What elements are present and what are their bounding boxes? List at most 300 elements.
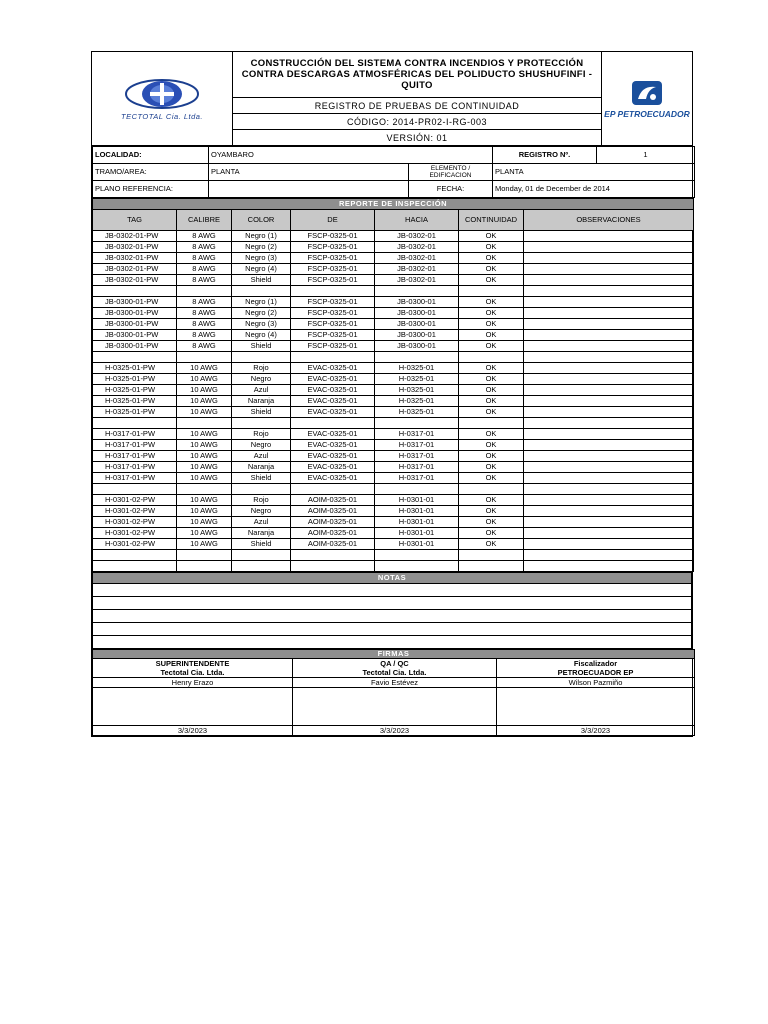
cell-de [291,561,375,572]
cell-tag: H-0317-01-PW [93,440,177,451]
cell-tag: JB-0300-01-PW [93,319,177,330]
cell-tag: JB-0300-01-PW [93,297,177,308]
sig-company-2: Tectotal Cia. Ltda. [293,668,497,678]
cell-tag [93,550,177,561]
col-header-de: DE [291,210,375,231]
info-table [92,146,695,198]
cell-observaciones [524,374,694,385]
cell-tag: JB-0300-01-PW [93,341,177,352]
cell-hacia: H-0325-01 [375,374,459,385]
cell-calibre: 10 AWG [177,462,232,473]
cell-color [232,352,291,363]
cell-calibre: 10 AWG [177,539,232,550]
table-row [93,495,694,506]
table-row [93,462,694,473]
cell-observaciones [524,242,694,253]
cell-observaciones [524,462,694,473]
sig-name-1: Henry Erazo [93,678,293,688]
table-row [93,561,694,572]
cell-de: FSCP-0325-01 [291,264,375,275]
sig-role-qaqc: QA / QC [293,659,497,669]
header-title-block [233,52,601,145]
table-row [93,286,694,297]
table-row [93,363,694,374]
cell-tag: JB-0302-01-PW [93,264,177,275]
sig-date-1: 3/3/2023 [93,726,293,736]
cell-continuidad [459,418,524,429]
cell-observaciones [524,363,694,374]
cell-color: Negro (2) [232,242,291,253]
tectotal-logo-text: TECTOTAL Cia. Ltda. [120,111,204,121]
inspection-sheet [91,51,693,737]
cell-observaciones [524,517,694,528]
cell-observaciones [524,539,694,550]
cell-continuidad: OK [459,308,524,319]
cell-color: Negro (3) [232,319,291,330]
notes-table [92,572,692,649]
sig-role-fiscalizador: Fiscalizador [497,659,695,669]
cell-calibre: 8 AWG [177,275,232,286]
table-row [93,539,694,550]
cell-continuidad: OK [459,396,524,407]
cell-color: Rojo [232,495,291,506]
cell-hacia: H-0325-01 [375,363,459,374]
sig-date-3: 3/3/2023 [497,726,695,736]
cell-hacia [375,418,459,429]
cell-observaciones [524,451,694,462]
sig-space-2 [293,688,497,726]
cell-calibre [177,484,232,495]
cell-observaciones [524,308,694,319]
cell-hacia: H-0317-01 [375,451,459,462]
cell-continuidad [459,550,524,561]
cell-de: FSCP-0325-01 [291,341,375,352]
cell-continuidad: OK [459,297,524,308]
col-header-hacia: HACIA [375,210,459,231]
cell-color: Negro (4) [232,330,291,341]
col-header-observaciones: OBSERVACIONES [524,210,694,231]
report-rows [93,231,694,572]
cell-observaciones [524,484,694,495]
cell-calibre: 10 AWG [177,429,232,440]
cell-calibre: 10 AWG [177,506,232,517]
cell-calibre: 10 AWG [177,495,232,506]
table-row [93,242,694,253]
cell-continuidad: OK [459,440,524,451]
cell-observaciones [524,429,694,440]
cell-hacia: JB-0300-01 [375,297,459,308]
cell-color: Negro [232,374,291,385]
cell-de: AOIM-0325-01 [291,506,375,517]
table-row [93,264,694,275]
cell-hacia: JB-0302-01 [375,231,459,242]
cell-continuidad: OK [459,231,524,242]
table-row [93,308,694,319]
cell-de: FSCP-0325-01 [291,231,375,242]
table-row [93,484,694,495]
cell-hacia [375,286,459,297]
cell-observaciones [524,231,694,242]
sig-name-3: Wilson Pazmiño [497,678,695,688]
cell-color: Shield [232,275,291,286]
form-version: VERSIÓN: 01 [386,132,448,143]
table-row [93,473,694,484]
cell-observaciones [524,341,694,352]
cell-observaciones [524,440,694,451]
petroecuador-logo-icon [630,79,664,107]
report-band: REPORTE DE INSPECCIÓN [93,199,694,210]
plano-label: PLANO REFERENCIA: [93,181,209,198]
cell-calibre: 10 AWG [177,451,232,462]
cell-tag: H-0325-01-PW [93,363,177,374]
sig-name-2: Favio Estévez [293,678,497,688]
signatures-table [92,649,695,736]
cell-tag: H-0325-01-PW [93,407,177,418]
cell-calibre: 10 AWG [177,473,232,484]
cell-de: AOIM-0325-01 [291,517,375,528]
cell-de: EVAC-0325-01 [291,363,375,374]
cell-color: Rojo [232,429,291,440]
elemento-value: PLANTA [493,164,695,181]
cell-tag: JB-0300-01-PW [93,330,177,341]
cell-hacia: H-0301-01 [375,506,459,517]
cell-tag: H-0325-01-PW [93,385,177,396]
form-code: CÓDIGO: 2014-PR02-I-RG-003 [233,114,601,130]
cell-tag: H-0301-02-PW [93,517,177,528]
cell-continuidad [459,561,524,572]
cell-hacia: JB-0300-01 [375,308,459,319]
cell-tag: H-0317-01-PW [93,462,177,473]
table-row [93,297,694,308]
cell-hacia [375,484,459,495]
cell-hacia: H-0317-01 [375,440,459,451]
cell-de: FSCP-0325-01 [291,330,375,341]
registro-label: REGISTRO Nº. [493,147,597,164]
cell-continuidad: OK [459,495,524,506]
cell-de [291,484,375,495]
cell-calibre: 10 AWG [177,407,232,418]
cell-tag [93,484,177,495]
cell-color [232,418,291,429]
cell-observaciones [524,528,694,539]
cell-observaciones [524,352,694,363]
cell-hacia: JB-0302-01 [375,275,459,286]
cell-calibre: 8 AWG [177,297,232,308]
cell-hacia: JB-0300-01 [375,341,459,352]
form-subtitle: REGISTRO DE PRUEBAS DE CONTINUIDAD [233,98,601,114]
table-row [93,341,694,352]
cell-continuidad: OK [459,473,524,484]
cell-observaciones [524,253,694,264]
cell-hacia: H-0301-01 [375,495,459,506]
cell-de: AOIM-0325-01 [291,495,375,506]
cell-hacia [375,561,459,572]
cell-de: EVAC-0325-01 [291,396,375,407]
cell-continuidad: OK [459,275,524,286]
cell-continuidad: OK [459,462,524,473]
localidad-value: OYAMBARO [209,147,493,164]
cell-calibre: 8 AWG [177,253,232,264]
cell-color: Shield [232,407,291,418]
cell-tag: JB-0302-01-PW [93,242,177,253]
cell-de [291,352,375,363]
cell-continuidad: OK [459,374,524,385]
cell-de [291,418,375,429]
document-header [92,52,692,146]
cell-continuidad: OK [459,451,524,462]
cell-observaciones [524,495,694,506]
table-row [93,506,694,517]
cell-color: Negro (4) [232,264,291,275]
table-row [93,231,694,242]
cell-tag [93,418,177,429]
cell-tag: H-0325-01-PW [93,374,177,385]
cell-tag: H-0325-01-PW [93,396,177,407]
cell-observaciones [524,506,694,517]
table-row [93,374,694,385]
table-row [93,385,694,396]
cell-calibre [177,550,232,561]
cell-hacia [375,550,459,561]
cell-observaciones [524,330,694,341]
cell-de: AOIM-0325-01 [291,539,375,550]
cell-de: FSCP-0325-01 [291,253,375,264]
notes-lines [93,584,692,649]
table-row [93,429,694,440]
cell-de: EVAC-0325-01 [291,429,375,440]
note-line [93,636,692,649]
cell-tag [93,561,177,572]
cell-continuidad: OK [459,330,524,341]
cell-observaciones [524,297,694,308]
cell-calibre: 10 AWG [177,517,232,528]
cell-hacia: JB-0300-01 [375,330,459,341]
tectotal-logo [92,52,233,145]
cell-de: EVAC-0325-01 [291,374,375,385]
cell-hacia [375,352,459,363]
col-header-calibre: CALIBRE [177,210,232,231]
table-row [93,407,694,418]
cell-color: Negro (1) [232,231,291,242]
cell-observaciones [524,418,694,429]
cell-continuidad [459,484,524,495]
cell-de: FSCP-0325-01 [291,308,375,319]
cell-hacia: H-0325-01 [375,385,459,396]
registro-value: 1 [597,147,695,164]
petroecuador-logo [601,52,692,145]
cell-tag [93,286,177,297]
sig-company-3: PETROECUADOR EP [497,668,695,678]
fecha-value: Monday, 01 de December de 2014 [493,181,695,198]
note-line [93,597,692,610]
cell-color: Shield [232,473,291,484]
cell-de: EVAC-0325-01 [291,407,375,418]
cell-tag: H-0317-01-PW [93,473,177,484]
col-header-continuidad: CONTINUIDAD [459,210,524,231]
cell-hacia: H-0317-01 [375,473,459,484]
cell-tag: JB-0300-01-PW [93,308,177,319]
cell-continuidad: OK [459,506,524,517]
cell-hacia: H-0325-01 [375,407,459,418]
table-row [93,440,694,451]
cell-color: Azul [232,385,291,396]
cell-color: Azul [232,451,291,462]
tramo-label: TRAMO/AREA: [93,164,209,181]
cell-observaciones [524,407,694,418]
table-row [93,418,694,429]
cell-calibre: 10 AWG [177,440,232,451]
petroecuador-logo-text: EP PETROECUADOR [604,108,690,119]
cell-observaciones [524,264,694,275]
cell-calibre: 8 AWG [177,231,232,242]
cell-color: Naranja [232,396,291,407]
table-row [93,319,694,330]
report-table [92,198,694,572]
cell-color: Negro (1) [232,297,291,308]
cell-observaciones [524,385,694,396]
cell-tag: JB-0302-01-PW [93,275,177,286]
cell-observaciones [524,319,694,330]
cell-de: AOIM-0325-01 [291,528,375,539]
cell-calibre: 10 AWG [177,528,232,539]
table-row [93,517,694,528]
cell-color [232,484,291,495]
cell-color: Negro [232,440,291,451]
cell-tag [93,352,177,363]
cell-de: FSCP-0325-01 [291,275,375,286]
cell-continuidad: OK [459,429,524,440]
cell-tag: JB-0302-01-PW [93,253,177,264]
cell-color: Shield [232,341,291,352]
cell-de: FSCP-0325-01 [291,242,375,253]
cell-continuidad: OK [459,539,524,550]
cell-continuidad: OK [459,385,524,396]
cell-continuidad: OK [459,407,524,418]
cell-continuidad: OK [459,264,524,275]
cell-hacia: H-0301-01 [375,539,459,550]
cell-color: Azul [232,517,291,528]
cell-continuidad: OK [459,242,524,253]
cell-color: Rojo [232,363,291,374]
cell-calibre: 8 AWG [177,242,232,253]
cell-hacia: JB-0300-01 [375,319,459,330]
cell-continuidad: OK [459,319,524,330]
note-line [93,623,692,636]
table-row [93,330,694,341]
cell-hacia: H-0301-01 [375,517,459,528]
cell-observaciones [524,473,694,484]
cell-color: Shield [232,539,291,550]
cell-continuidad: OK [459,341,524,352]
cell-tag: H-0301-02-PW [93,539,177,550]
cell-calibre [177,418,232,429]
cell-tag: H-0301-02-PW [93,528,177,539]
plano-value [209,181,409,198]
cell-de: EVAC-0325-01 [291,440,375,451]
cell-hacia: H-0317-01 [375,462,459,473]
cell-color [232,550,291,561]
report-column-headers [93,210,694,231]
tectotal-logo-icon [123,77,201,111]
cell-color [232,286,291,297]
cell-continuidad: OK [459,253,524,264]
cell-calibre: 8 AWG [177,330,232,341]
fecha-label: FECHA: [409,181,493,198]
cell-observaciones [524,561,694,572]
note-line [93,610,692,623]
table-row [93,253,694,264]
cell-hacia: JB-0302-01 [375,264,459,275]
project-title: CONSTRUCCIÓN DEL SISTEMA CONTRA INCENDIOS Y PROTECCIÓN CONTRA DESCARGAS ATMOSFÉRICAS DEL POLIDUCTO SHUSHUFINFI - QUITO [233,52,601,98]
cell-observaciones [524,550,694,561]
cell-color [232,561,291,572]
col-header-tag: TAG [93,210,177,231]
table-row [93,275,694,286]
elemento-label: ELEMENTO / EDIFICACION [409,164,493,181]
sig-date-2: 3/3/2023 [293,726,497,736]
cell-tag: H-0301-02-PW [93,506,177,517]
cell-hacia: H-0317-01 [375,429,459,440]
sig-role-superintendente: SUPERINTENDENTE [93,659,293,669]
cell-color: Naranja [232,462,291,473]
cell-de: EVAC-0325-01 [291,385,375,396]
cell-observaciones [524,396,694,407]
sig-space-3 [497,688,695,726]
cell-calibre: 8 AWG [177,341,232,352]
cell-continuidad: OK [459,517,524,528]
cell-de: EVAC-0325-01 [291,473,375,484]
cell-calibre: 8 AWG [177,308,232,319]
cell-calibre: 10 AWG [177,396,232,407]
cell-calibre: 8 AWG [177,264,232,275]
notes-band: NOTAS [93,573,692,584]
table-row [93,528,694,539]
localidad-label: LOCALIDAD: [93,147,209,164]
col-header-color: COLOR [232,210,291,231]
sig-company-1: Tectotal Cia. Ltda. [93,668,293,678]
sig-space-1 [93,688,293,726]
cell-de: EVAC-0325-01 [291,451,375,462]
cell-calibre: 10 AWG [177,374,232,385]
cell-de: FSCP-0325-01 [291,319,375,330]
cell-color: Negro (2) [232,308,291,319]
cell-calibre [177,561,232,572]
cell-tag: H-0317-01-PW [93,429,177,440]
cell-tag: JB-0302-01-PW [93,231,177,242]
signatures-band: FIRMAS [93,650,695,659]
cell-tag: H-0317-01-PW [93,451,177,462]
table-row [93,396,694,407]
table-row [93,451,694,462]
cell-continuidad: OK [459,528,524,539]
cell-de [291,550,375,561]
cell-hacia: JB-0302-01 [375,253,459,264]
table-row [93,550,694,561]
cell-calibre: 10 AWG [177,385,232,396]
cell-tag: H-0301-02-PW [93,495,177,506]
cell-de: FSCP-0325-01 [291,297,375,308]
cell-color: Naranja [232,528,291,539]
note-line [93,584,692,597]
cell-calibre: 10 AWG [177,363,232,374]
cell-calibre [177,352,232,363]
cell-hacia: H-0325-01 [375,396,459,407]
cell-continuidad [459,286,524,297]
tramo-value: PLANTA [209,164,409,181]
cell-continuidad: OK [459,363,524,374]
cell-de: EVAC-0325-01 [291,462,375,473]
cell-hacia: H-0301-01 [375,528,459,539]
